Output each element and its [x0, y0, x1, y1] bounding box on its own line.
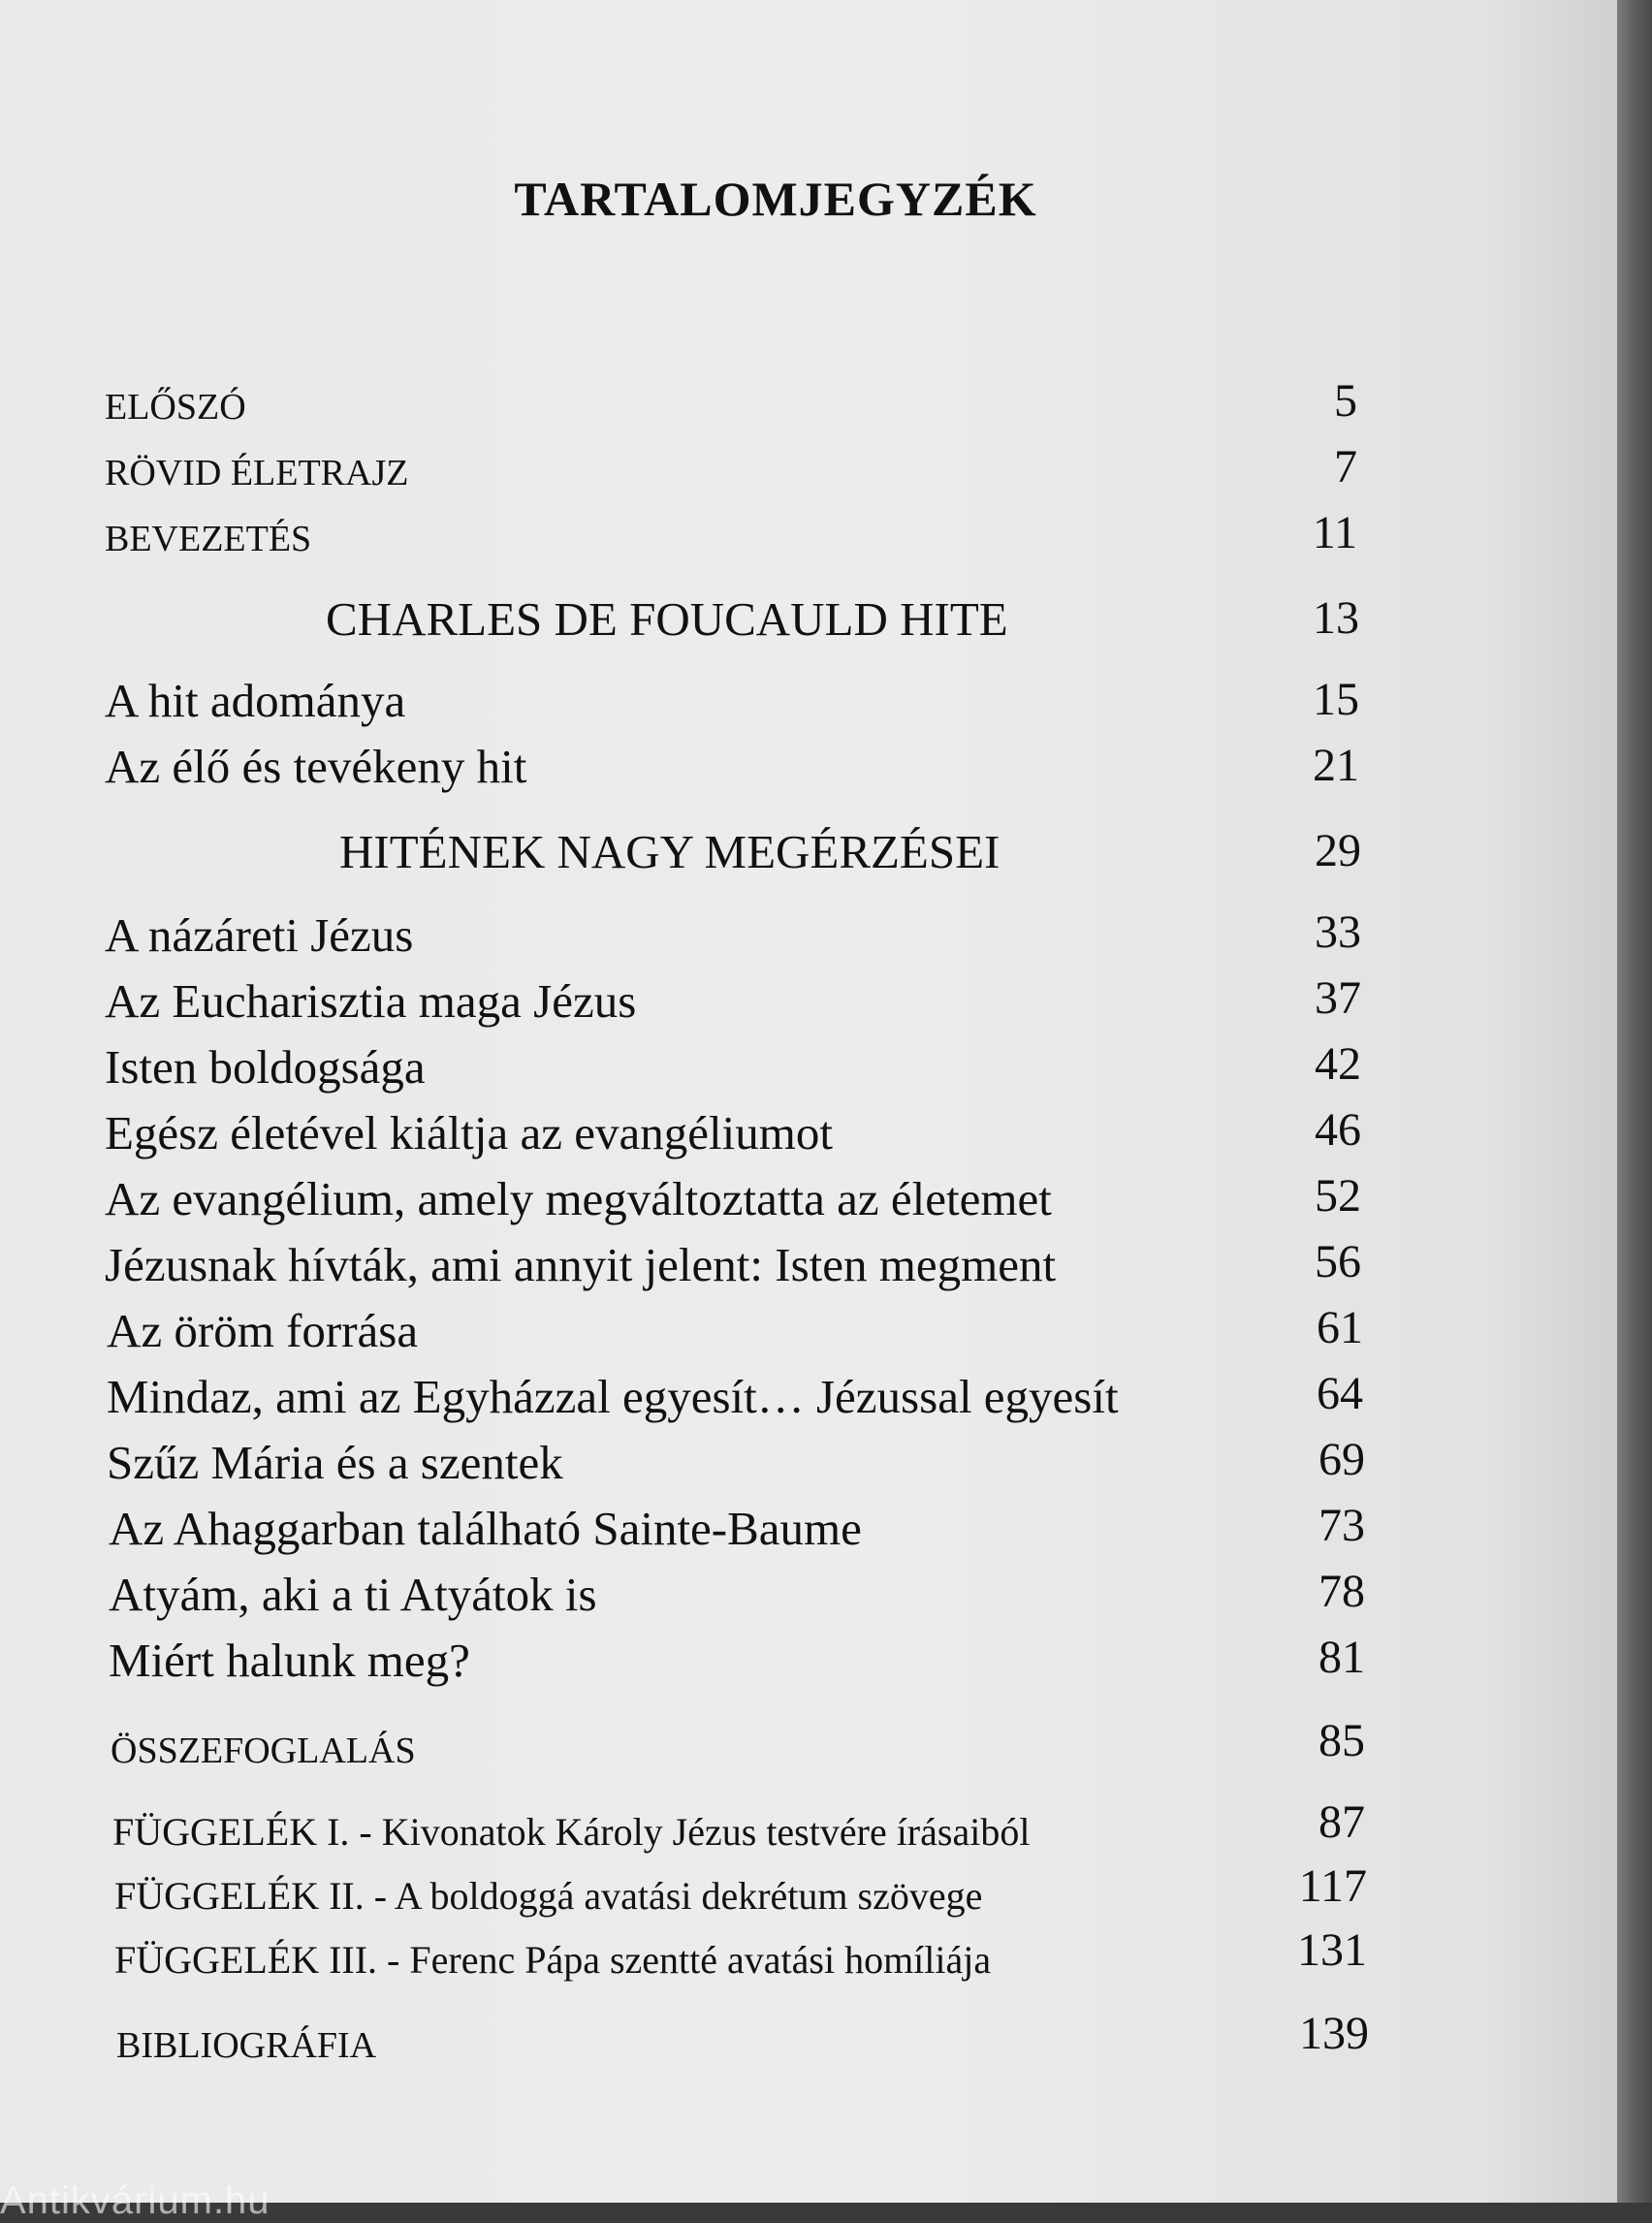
- toc-entry: Atyám, aki a ti Atyátok is: [109, 1568, 597, 1621]
- toc-entry: Az öröm forrása: [107, 1304, 419, 1357]
- toc-entry: Szűz Mária és a szentek: [107, 1436, 563, 1489]
- toc-entry-page: 33: [1315, 906, 1361, 958]
- toc-entry-page: 37: [1315, 972, 1361, 1024]
- toc-entry: Isten boldogsága: [105, 1040, 426, 1094]
- toc-page-bibliografia: 139: [1299, 2008, 1369, 2059]
- toc-entry-page: 15: [1313, 674, 1359, 725]
- toc-entry-page: 52: [1315, 1170, 1361, 1222]
- toc-entry-page: 42: [1315, 1038, 1361, 1090]
- toc-entry-page: 21: [1313, 740, 1359, 791]
- toc-label-osszefoglalas: ÖSSZEFOGLALÁS: [111, 1731, 416, 1771]
- toc-entry-page: 81: [1318, 1632, 1365, 1683]
- toc-entry-page: 46: [1315, 1104, 1361, 1156]
- toc-section-charles-de-foucauld-hite: CHARLES DE FOUCAULD HITE: [326, 592, 1008, 646]
- toc-page-eloszo: 5: [1334, 375, 1357, 427]
- watermark: Antikvárium.hu: [0, 2179, 270, 2222]
- toc-entry: Az Ahaggarban található Sainte-Baume: [109, 1502, 862, 1555]
- toc-label-fuggelek-3: FÜGGELÉK III. - Ferenc Pápa szentté avatási homíliája: [114, 1938, 992, 1982]
- toc-page-section-1: 13: [1313, 592, 1359, 644]
- toc-section-hitenek-nagy-megerzesei: HITÉNEK NAGY MEGÉRZÉSEI: [339, 825, 1001, 878]
- toc-entry: A názáreti Jézus: [105, 908, 414, 962]
- toc-page-fuggelek-3: 131: [1297, 1924, 1367, 1976]
- page-edge-shadow: [1617, 0, 1652, 2203]
- page-title: TARTALOMJEGYZÉK: [514, 171, 1037, 226]
- toc-entry-page: 69: [1318, 1434, 1365, 1485]
- toc-entry-page: 61: [1317, 1302, 1363, 1353]
- toc-label-bevezetes: BEVEZETÉS: [105, 519, 312, 559]
- toc-entry-page: 78: [1318, 1566, 1365, 1617]
- toc-entry: Mindaz, ami az Egyházzal egyesít… Jézussal egyesít: [107, 1370, 1119, 1423]
- toc-page-fuggelek-2: 117: [1298, 1860, 1367, 1912]
- toc-entry-page: 64: [1317, 1368, 1363, 1419]
- toc-label-rovid-eletrajz: RÖVID ÉLETRAJZ: [105, 453, 409, 493]
- toc-entry-page: 73: [1318, 1500, 1365, 1551]
- toc-page-section-2: 29: [1315, 825, 1361, 876]
- toc-label-fuggelek-1: FÜGGELÉK I. - Kivonatok Károly Jézus testvére írásaiból: [112, 1810, 1031, 1854]
- toc-entry-page: 56: [1315, 1236, 1361, 1287]
- toc-label-eloszo: ELŐSZÓ: [105, 387, 246, 428]
- toc-entry: Az élő és tevékeny hit: [105, 740, 527, 793]
- toc-entry: Az evangélium, amely megváltoztatta az életemet: [105, 1172, 1052, 1225]
- toc-entry: Jézusnak hívták, ami annyit jelent: Isten megment: [105, 1238, 1057, 1291]
- toc-page-osszefoglalas: 85: [1318, 1715, 1365, 1766]
- toc-entry: Miért halunk meg?: [109, 1634, 470, 1687]
- toc-page-fuggelek-1: 87: [1318, 1796, 1365, 1848]
- toc-page-rovid-eletrajz: 7: [1334, 441, 1357, 492]
- toc-entry: Egész életével kiáltja az evangéliumot: [105, 1106, 833, 1159]
- toc-entry: Az Eucharisztia maga Jézus: [105, 974, 637, 1028]
- toc-label-fuggelek-2: FÜGGELÉK II. - A boldoggá avatási dekrétum szövege: [114, 1874, 983, 1918]
- toc-entry: A hit adománya: [105, 674, 406, 727]
- toc-page-bevezetes: 11: [1312, 507, 1357, 558]
- toc-label-bibliografia: BIBLIOGRÁFIA: [116, 2025, 377, 2066]
